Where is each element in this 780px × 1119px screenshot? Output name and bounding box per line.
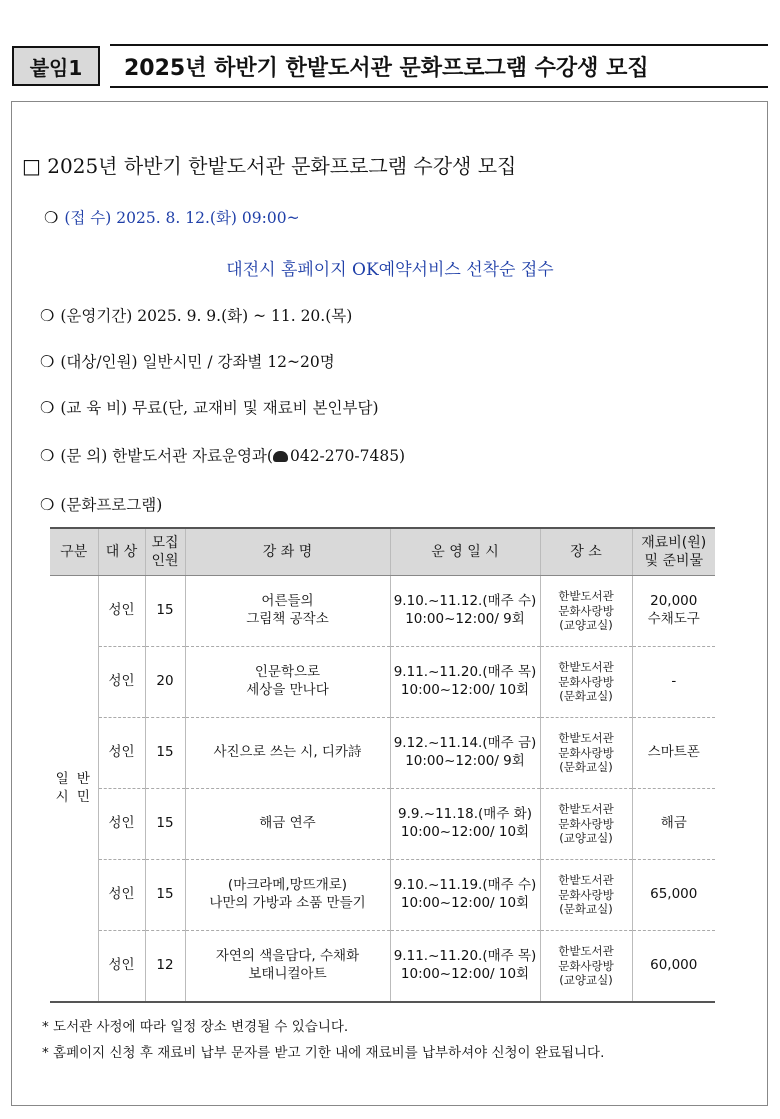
place-cell: 한밭도서관 문화사랑방 (문화교실)	[540, 860, 632, 931]
table-row	[50, 931, 715, 1003]
target-cell: 성인	[98, 789, 145, 860]
table-row	[50, 647, 715, 718]
header-capacity: 모집 인원	[145, 528, 185, 576]
material-cell: 해금	[632, 789, 715, 860]
inquiry-line	[40, 444, 405, 466]
program-label: (문화프로그램)	[60, 496, 163, 514]
fee-value: 무료(단, 교재비 및 재료비 본인부담)	[132, 399, 379, 417]
header-material: 재료비(원) 및 준비물	[632, 528, 715, 576]
table-row	[50, 718, 715, 789]
header-title: 2025년 하반기 한밭도서관 문화프로그램 수강생 모집	[110, 44, 768, 88]
schedule-cell: 9.12.~11.14.(매주 금) 10:00~12:00/ 9회	[390, 718, 540, 789]
table-row	[50, 576, 715, 647]
target-line	[40, 350, 335, 372]
schedule-cell: 9.10.~11.19.(매주 수) 10:00~12:00/ 10회	[390, 860, 540, 931]
target-cell: 성인	[98, 931, 145, 1003]
course-cell: 사진으로 쓰는 시, 디카詩	[185, 718, 390, 789]
notes	[42, 1014, 604, 1066]
program-line	[40, 493, 162, 515]
program-table	[50, 527, 715, 1003]
table-header-row	[50, 528, 715, 576]
period-value: 2025. 9. 9.(화) ~ 11. 20.(목)	[137, 307, 353, 325]
capacity-cell: 15	[145, 860, 185, 931]
phone-icon	[273, 451, 288, 462]
note-item: * 홈페이지 신청 후 재료비 납부 문자를 받고 기한 내에 재료비를 납부하셔야 신청이 완료됩니다.	[42, 1045, 605, 1061]
inquiry-label: (문 의)	[60, 447, 108, 465]
checkbox-square-icon: □	[22, 154, 41, 178]
course-cell: 자연의 색을담다, 수채화 보태니컬아트	[185, 931, 390, 1003]
reception-line	[44, 206, 300, 228]
reception-label: (접 수)	[64, 209, 112, 227]
circle-bullet-icon: ❍	[44, 208, 59, 227]
capacity-cell: 15	[145, 576, 185, 647]
course-cell: (마크라메,망뜨개로) 나만의 가방과 소품 만들기	[185, 860, 390, 931]
inquiry-value: 한밭도서관 자료운영과(	[112, 447, 273, 465]
schedule-cell: 9.11.~11.20.(매주 목) 10:00~12:00/ 10회	[390, 931, 540, 1003]
fee-line	[40, 396, 379, 418]
page-header	[12, 44, 768, 90]
schedule-cell: 9.11.~11.20.(매주 목) 10:00~12:00/ 10회	[390, 647, 540, 718]
header-course: 강 좌 명	[185, 528, 390, 576]
circle-bullet-icon: ❍	[40, 352, 55, 371]
place-cell: 한밭도서관 문화사랑방 (문화교실)	[540, 718, 632, 789]
fee-label: (교 육 비)	[60, 399, 128, 417]
circle-bullet-icon: ❍	[40, 306, 55, 325]
circle-bullet-icon: ❍	[40, 398, 55, 417]
place-cell: 한밭도서관 문화사랑방 (교양교실)	[540, 789, 632, 860]
reception-detail: 대전시 홈페이지 OK예약서비스 선착순 접수	[226, 260, 554, 280]
material-cell: -	[632, 647, 715, 718]
circle-bullet-icon: ❍	[40, 446, 55, 465]
header-schedule: 운 영 일 시	[390, 528, 540, 576]
main-title-text: 2025년 하반기 한밭도서관 문화프로그램 수강생 모집	[47, 154, 517, 178]
place-cell: 한밭도서관 문화사랑방 (문화교실)	[540, 647, 632, 718]
period-label: (운영기간)	[60, 307, 133, 325]
course-cell: 어른들의 그림책 공작소	[185, 576, 390, 647]
table-row	[50, 789, 715, 860]
period-line	[40, 304, 352, 326]
group-cell: 일 반 시 민	[50, 576, 98, 1003]
target-cell: 성인	[98, 718, 145, 789]
circle-bullet-icon: ❍	[40, 495, 55, 514]
note-item: * 도서관 사정에 따라 일정 장소 변경될 수 있습니다.	[42, 1019, 349, 1035]
schedule-cell: 9.9.~11.18.(매주 화) 10:00~12:00/ 10회	[390, 789, 540, 860]
inquiry-phone: 042-270-7485)	[289, 447, 406, 465]
attachment-badge: 붙임1	[12, 46, 100, 86]
capacity-cell: 15	[145, 789, 185, 860]
capacity-cell: 20	[145, 647, 185, 718]
target-cell: 성인	[98, 576, 145, 647]
course-cell: 인문학으로 세상을 만나다	[185, 647, 390, 718]
place-cell: 한밭도서관 문화사랑방 (교양교실)	[540, 931, 632, 1003]
header-group: 구분	[50, 528, 98, 576]
material-cell: 60,000	[632, 931, 715, 1003]
main-title	[22, 150, 516, 179]
target-label: (대상/인원)	[60, 353, 138, 371]
course-cell: 해금 연주	[185, 789, 390, 860]
target-cell: 성인	[98, 647, 145, 718]
header-place: 장 소	[540, 528, 632, 576]
material-cell: 20,000 수채도구	[632, 576, 715, 647]
header-target: 대 상	[98, 528, 145, 576]
reception-value: 2025. 8. 12.(화) 09:00~	[116, 209, 300, 227]
material-cell: 스마트폰	[632, 718, 715, 789]
schedule-cell: 9.10.~11.12.(매주 수) 10:00~12:00/ 9회	[390, 576, 540, 647]
table-row	[50, 860, 715, 931]
target-value: 일반시민 / 강좌별 12~20명	[142, 353, 335, 371]
material-cell: 65,000	[632, 860, 715, 931]
capacity-cell: 12	[145, 931, 185, 1003]
place-cell: 한밭도서관 문화사랑방 (교양교실)	[540, 576, 632, 647]
capacity-cell: 15	[145, 718, 185, 789]
target-cell: 성인	[98, 860, 145, 931]
